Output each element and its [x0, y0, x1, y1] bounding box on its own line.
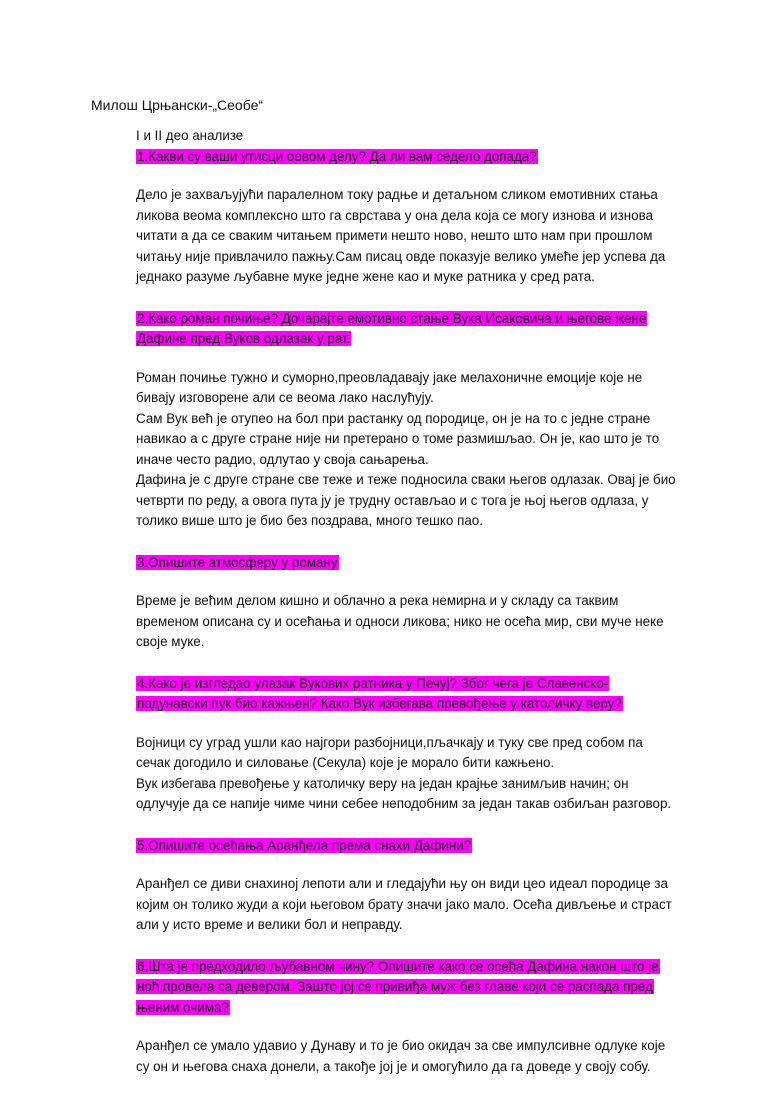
answer-2-paragraph: Роман почиње тужно и суморно,преовладавају јаке мелахоничне емоције које не бивају изговорене али се веома лако наслућују. [136, 369, 643, 405]
answer-4-paragraph: Војници су уград ушли као најгори разбојници,пљачкају и туку све пред собом па сечак догодило и силовање (Секула) које је морало бити кажњено. [136, 734, 643, 770]
section-3 [136, 553, 676, 653]
section-4 [136, 674, 676, 815]
question-3-text: 3.Опишите атмосферу у роману [137, 554, 338, 570]
answer-1-paragraph: Дело је захваљујући паралелном току радње и детаљном сликом емотивних стања ликова веома комплексно што га сврстава у она дела која се могу изнова и изнова читати а да се сваким читањем примети нешто ново, нешто што нам при прошлом читању није привлачило пажњу.Сам писац овде показује велико умеће јер успева да једнако разуме љубавне муке једне жене као и муке ратника у сред рата. [136, 187, 666, 284]
question-2-text: 2.Како роман почиње? Дочарајте емотивно стање Вука Исаковича и његове жене Дафине пред Вуков одлазак у рат. [137, 310, 647, 346]
question-4-text: 4.Како је изгледао улазак Вукових ратника у Печуј? Због чега је Славенско-подунавски пук био кажњен? Како Вук избегава превођење у католичку веру? [137, 675, 622, 711]
document-subtitle: I и II део анализе [136, 128, 244, 143]
question-4 [136, 674, 676, 715]
document-body [136, 126, 676, 1098]
question-5-text: 5.Опишите осећања Аранђела према снахи Дафини? [137, 837, 472, 853]
question-2 [136, 309, 676, 350]
question-3 [136, 553, 676, 574]
section-6 [136, 957, 676, 1078]
answer-6 [136, 1036, 676, 1077]
question-6-text: 6.Шта је предходило љубавном чину? Опишите како се осећа Дафина након што је ноћ провела са девером. Зашто јој се привиђа муж без главе који се распада пред њеним очима? [137, 958, 659, 1015]
question-1 [136, 147, 676, 168]
answer-4-paragraph: Вук избегава превођење у католичку веру на један крајње занимљив начин; он одлучује да се напије чиме чини себее неподобним за један такав озбиљан разговор. [136, 775, 672, 811]
answer-5 [136, 874, 676, 936]
question-5 [136, 836, 676, 857]
document-title: Милош Црњански-„Сеобе“ [91, 97, 264, 113]
answer-1 [136, 185, 676, 288]
section-2 [136, 309, 676, 532]
section-1 [136, 147, 676, 288]
answer-2-paragraph: Сам Вук већ је отупео на бол при растанку од породице, он је на то с једне стране навикао а с друге стране није ни претерано о томе размишљао. Он је, као што је то иначе често радио, одлутао у своја сањарења. [136, 410, 660, 467]
question-6 [136, 957, 676, 1019]
answer-3 [136, 591, 676, 653]
answer-6-paragraph: Аранђел се умало удавио у Дунаву и то је био окидач за све импулсивне одлуке које су он и његова снаха донели, а такође јој је и омогућило да га доведе у своју собу. [136, 1038, 666, 1074]
answer-3-paragraph: Време је већим делом кишно и облачно а река немирна и у складу са таквим временом описана су и осећања и односи ликова; нико не осећа мир, сви муче неке своје муке. [136, 593, 664, 649]
question-1-text: 1.Какви су ваши утисци оовом делу? Да ли вам седело допада? [137, 148, 537, 164]
answer-5-paragraph: Аранђел се диви снахиној лепоти али и гледајући њу он види цео идеал породице за којим он толико жуди а који његовом брату значи јако мало. Осећа дивљење и страст али у исто време и велики бол и неправду. [136, 876, 672, 932]
answer-2-paragraph: Дафина је с друге стране све теже и теже подносила сваки његов одлазак. Овај је био четврти по реду, а овога пута ју је трудну остављао и с тога је њој његов одлаза, у толико више што је био без поздрава, много тешко пао. [136, 472, 676, 528]
answer-4 [136, 733, 676, 815]
answer-2 [136, 368, 676, 532]
section-5 [136, 836, 676, 936]
